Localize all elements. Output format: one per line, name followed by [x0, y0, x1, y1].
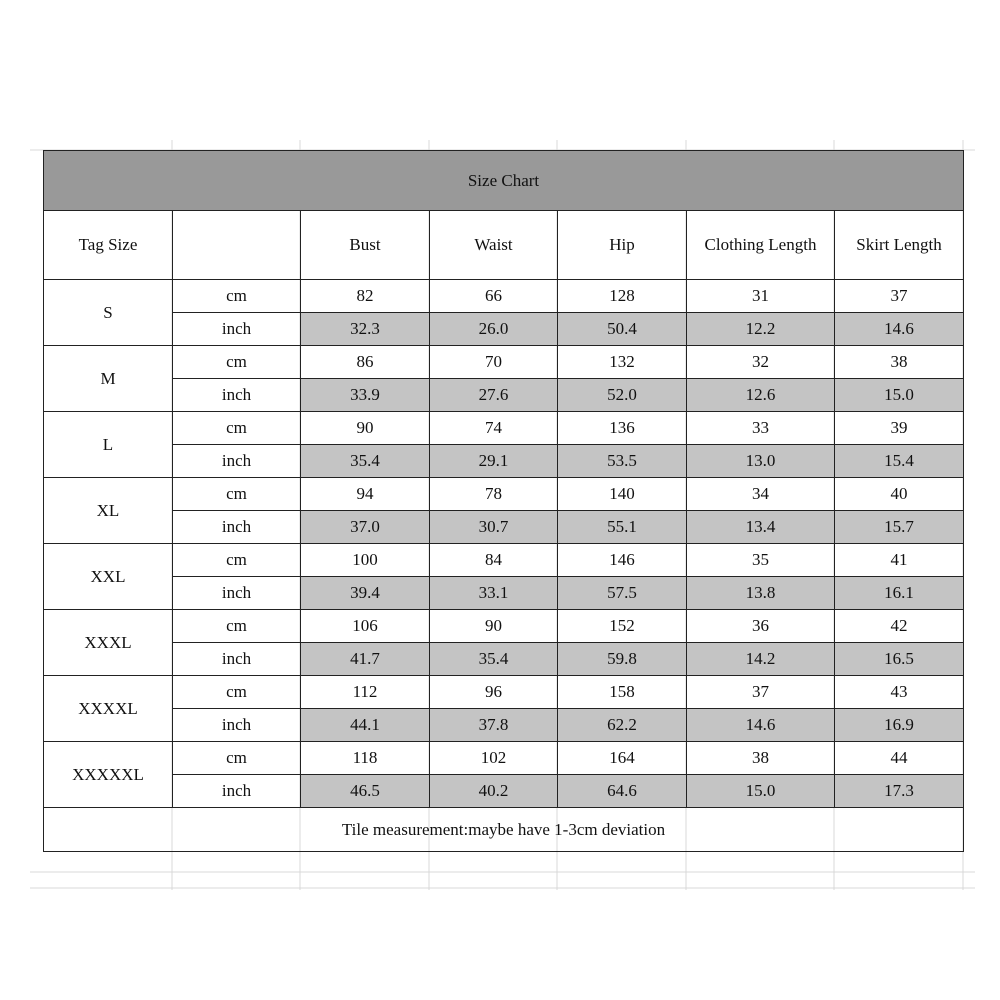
measurement-cell: 57.5 [558, 577, 687, 610]
size-row-inch [44, 379, 964, 412]
size-label: XXXXXL [44, 742, 173, 808]
measurement-cell: 40.2 [430, 775, 558, 808]
size-row-inch [44, 577, 964, 610]
measurement-cell: 33.1 [430, 577, 558, 610]
measurement-cell: 32.3 [301, 313, 430, 346]
measurement-cell: 41.7 [301, 643, 430, 676]
unit-label: cm [173, 676, 301, 709]
measurement-cell: 44.1 [301, 709, 430, 742]
measurement-cell: 152 [558, 610, 687, 643]
measurement-cell: 14.2 [687, 643, 835, 676]
size-chart-table [43, 150, 964, 852]
size-row-inch [44, 445, 964, 478]
size-row-inch [44, 643, 964, 676]
measurement-note: Tile measurement:maybe have 1-3cm deviation [44, 808, 964, 852]
measurement-cell: 46.5 [301, 775, 430, 808]
unit-label: inch [173, 709, 301, 742]
header-hip: Hip [558, 211, 687, 280]
unit-label: cm [173, 544, 301, 577]
unit-label: inch [173, 445, 301, 478]
measurement-cell: 86 [301, 346, 430, 379]
measurement-cell: 164 [558, 742, 687, 775]
measurement-cell: 12.2 [687, 313, 835, 346]
measurement-cell: 94 [301, 478, 430, 511]
measurement-cell: 52.0 [558, 379, 687, 412]
measurement-cell: 14.6 [835, 313, 964, 346]
measurement-cell: 29.1 [430, 445, 558, 478]
measurement-cell: 33.9 [301, 379, 430, 412]
measurement-cell: 39.4 [301, 577, 430, 610]
measurement-cell: 70 [430, 346, 558, 379]
header-bust: Bust [301, 211, 430, 280]
measurement-cell: 44 [835, 742, 964, 775]
measurement-cell: 96 [430, 676, 558, 709]
measurement-cell: 13.8 [687, 577, 835, 610]
size-label: XXXL [44, 610, 173, 676]
measurement-cell: 146 [558, 544, 687, 577]
unit-label: cm [173, 412, 301, 445]
measurement-cell: 16.5 [835, 643, 964, 676]
measurement-cell: 136 [558, 412, 687, 445]
unit-label: inch [173, 379, 301, 412]
measurement-cell: 106 [301, 610, 430, 643]
unit-label: cm [173, 610, 301, 643]
measurement-cell: 53.5 [558, 445, 687, 478]
size-row-cm [44, 544, 964, 577]
unit-label: cm [173, 280, 301, 313]
size-row-inch [44, 709, 964, 742]
measurement-cell: 16.9 [835, 709, 964, 742]
measurement-cell: 15.0 [687, 775, 835, 808]
measurement-cell: 128 [558, 280, 687, 313]
measurement-cell: 38 [687, 742, 835, 775]
measurement-cell: 78 [430, 478, 558, 511]
size-row-cm [44, 478, 964, 511]
measurement-cell: 118 [301, 742, 430, 775]
size-label: XXL [44, 544, 173, 610]
size-row-inch [44, 511, 964, 544]
size-row-inch [44, 313, 964, 346]
measurement-cell: 37.8 [430, 709, 558, 742]
measurement-cell: 102 [430, 742, 558, 775]
measurement-cell: 140 [558, 478, 687, 511]
measurement-cell: 31 [687, 280, 835, 313]
measurement-cell: 62.2 [558, 709, 687, 742]
size-row-cm [44, 280, 964, 313]
size-table-body [44, 280, 964, 808]
header-waist: Waist [430, 211, 558, 280]
measurement-cell: 13.0 [687, 445, 835, 478]
measurement-cell: 82 [301, 280, 430, 313]
measurement-cell: 84 [430, 544, 558, 577]
measurement-cell: 55.1 [558, 511, 687, 544]
size-label: XL [44, 478, 173, 544]
measurement-cell: 37 [835, 280, 964, 313]
measurement-cell: 38 [835, 346, 964, 379]
measurement-cell: 59.8 [558, 643, 687, 676]
measurement-cell: 12.6 [687, 379, 835, 412]
unit-label: cm [173, 742, 301, 775]
measurement-cell: 34 [687, 478, 835, 511]
measurement-cell: 35 [687, 544, 835, 577]
measurement-cell: 100 [301, 544, 430, 577]
size-row-cm [44, 346, 964, 379]
size-row-cm [44, 610, 964, 643]
measurement-cell: 15.0 [835, 379, 964, 412]
header-clothing-length: Clothing Length [687, 211, 835, 280]
unit-label: cm [173, 478, 301, 511]
measurement-cell: 112 [301, 676, 430, 709]
measurement-cell: 15.7 [835, 511, 964, 544]
measurement-cell: 132 [558, 346, 687, 379]
size-row-cm [44, 742, 964, 775]
size-row-cm [44, 412, 964, 445]
size-label: M [44, 346, 173, 412]
measurement-cell: 35.4 [430, 643, 558, 676]
measurement-cell: 64.6 [558, 775, 687, 808]
measurement-cell: 33 [687, 412, 835, 445]
measurement-cell: 35.4 [301, 445, 430, 478]
chart-title: Size Chart [44, 151, 964, 211]
measurement-cell: 16.1 [835, 577, 964, 610]
measurement-cell: 30.7 [430, 511, 558, 544]
measurement-cell: 50.4 [558, 313, 687, 346]
unit-label: inch [173, 313, 301, 346]
size-label: S [44, 280, 173, 346]
measurement-cell: 27.6 [430, 379, 558, 412]
measurement-cell: 74 [430, 412, 558, 445]
unit-label: inch [173, 511, 301, 544]
measurement-cell: 42 [835, 610, 964, 643]
measurement-cell: 26.0 [430, 313, 558, 346]
measurement-cell: 66 [430, 280, 558, 313]
size-row-cm [44, 676, 964, 709]
measurement-cell: 14.6 [687, 709, 835, 742]
measurement-cell: 41 [835, 544, 964, 577]
header-row [44, 211, 964, 280]
size-label: XXXXL [44, 676, 173, 742]
measurement-cell: 43 [835, 676, 964, 709]
measurement-cell: 17.3 [835, 775, 964, 808]
measurement-cell: 90 [301, 412, 430, 445]
unit-label: inch [173, 643, 301, 676]
measurement-cell: 90 [430, 610, 558, 643]
header-unit [173, 211, 301, 280]
measurement-cell: 32 [687, 346, 835, 379]
size-label: L [44, 412, 173, 478]
measurement-cell: 40 [835, 478, 964, 511]
measurement-cell: 37.0 [301, 511, 430, 544]
header-skirt-length: Skirt Length [835, 211, 964, 280]
measurement-cell: 158 [558, 676, 687, 709]
measurement-cell: 15.4 [835, 445, 964, 478]
measurement-cell: 39 [835, 412, 964, 445]
unit-label: inch [173, 577, 301, 610]
unit-label: cm [173, 346, 301, 379]
unit-label: inch [173, 775, 301, 808]
size-row-inch [44, 775, 964, 808]
measurement-cell: 37 [687, 676, 835, 709]
measurement-cell: 13.4 [687, 511, 835, 544]
measurement-cell: 36 [687, 610, 835, 643]
header-tag-size: Tag Size [44, 211, 173, 280]
